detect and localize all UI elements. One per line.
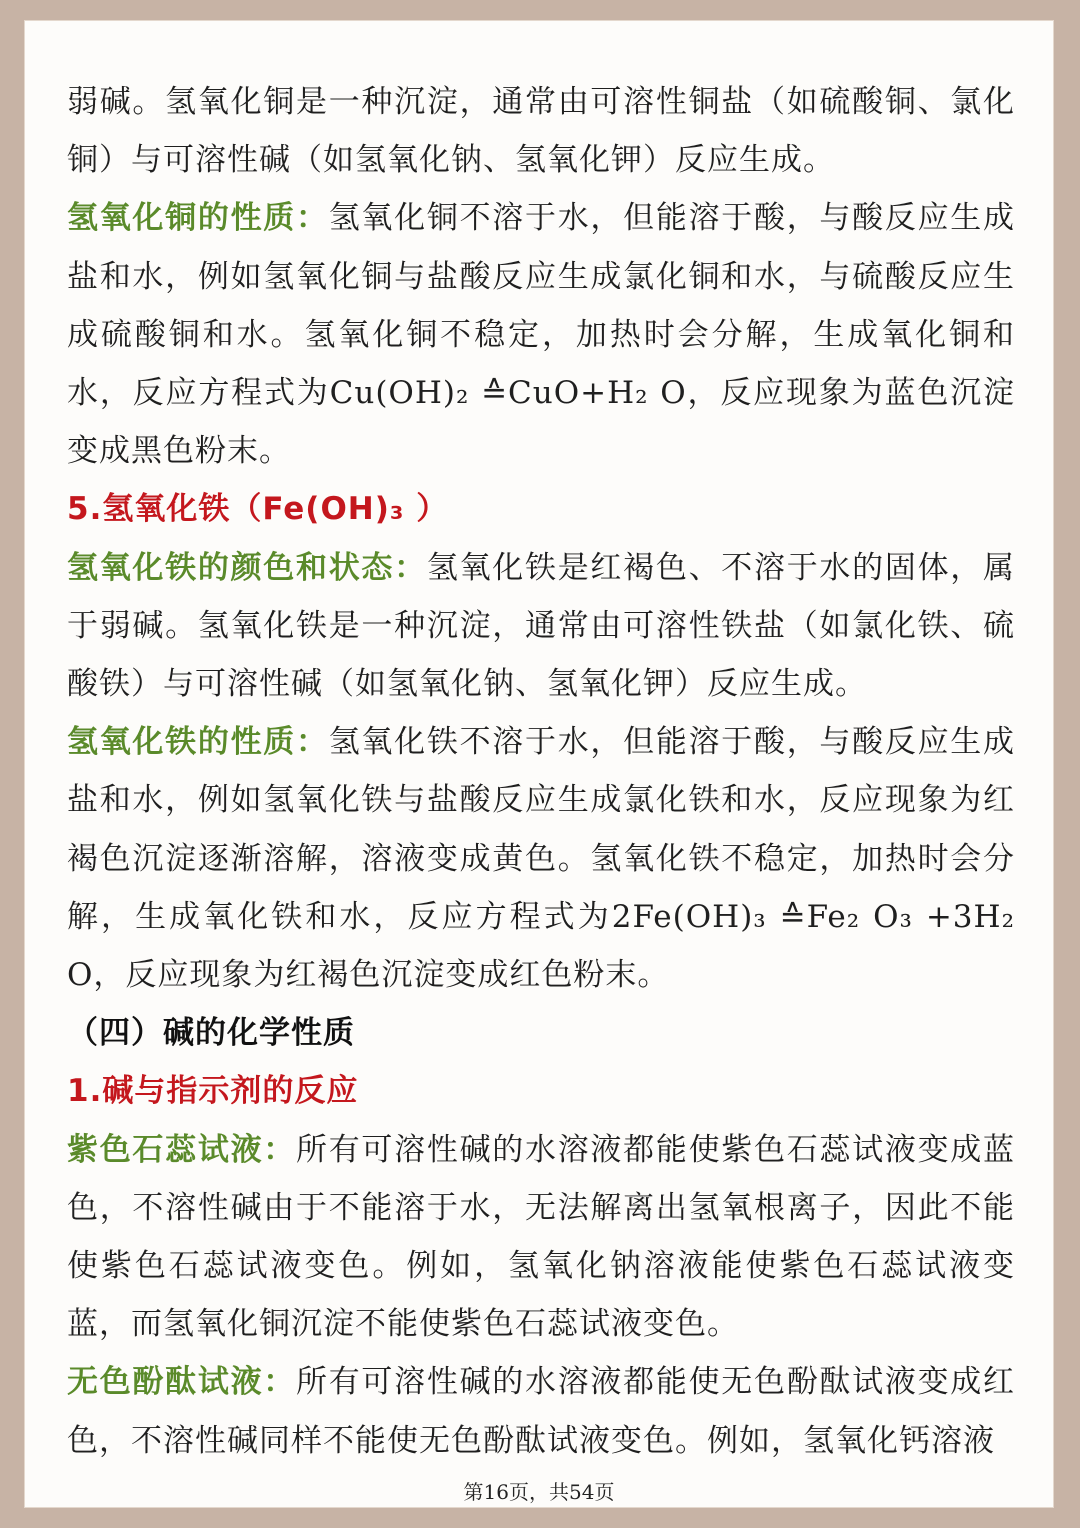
document-page (24, 20, 1054, 1508)
paragraph-7-text: 所有可溶性碱的水溶液都能使紫色石蕊试液变成蓝色，不溶性碱由于不能溶于水，无法解离出氢氧根离子，因此不能使紫色石蕊试液变色。例如，氢氧化钠溶液能使紫色石蕊试液变蓝，而氢氧化铜沉淀不能使紫色石蕊试液变色。 (67, 1131, 1015, 1343)
paragraph-1-text: 氢氧化铜不溶于水，但能溶于酸，与酸反应生成盐和水，例如氢氧化铜与盐酸反应生成氯化铜和水，与硫酸反应生成硫酸铜和水。氢氧化铜不稳定，加热时会分解，生成氧化铜和水，反应方程式为Cu(OH)₂ ≙CuO+H₂ O，反应现象为蓝色沉淀变成黑色粉末。 (67, 200, 1016, 470)
section-heading-iron-hydroxide: 5.氢氧化铁（Fe(OH)₃ ） (67, 491, 449, 528)
paragraph-3-label: 氢氧化铁的颜色和状态： (67, 549, 427, 586)
paragraph-5 (67, 1004, 1015, 1062)
paragraph-3-text: 氢氧化铁是红褐色、不溶于水的固体，属于弱碱。氢氧化铁是一种沉淀，通常由可溶性铁盐（如氯化铁、硫酸铁）与可溶性碱（如氢氧化钠、氢氧化钾）反应生成。 (67, 549, 1016, 703)
page-number-footer: 第16页，共54页 (463, 1480, 615, 1504)
paragraph-1-label: 氢氧化铜的性质： (67, 200, 329, 237)
paragraph-8-label: 无色酚酞试液： (67, 1364, 296, 1401)
paragraph-0 (67, 73, 1015, 189)
document-body (67, 73, 1015, 1470)
paragraph-3 (67, 539, 1015, 714)
paragraph-1 (67, 189, 1015, 480)
paragraph-4-text: 氢氧化铁不溶于水，但能溶于酸，与酸反应生成盐和水，例如氢氧化铁与盐酸反应生成氯化铁和水，反应现象为红褐色沉淀逐渐溶解，溶液变成黄色。氢氧化铁不稳定，加热时会分解，生成氧化铁和水，反应方程式为2Fe(OH)₃ ≙Fe₂ O₃ +3H₂ O，反应现象为红褐色沉淀变成红色粉末。 (67, 724, 1016, 994)
paragraph-2 (67, 480, 1015, 538)
section-heading-indicator-reaction: 1.碱与指示剂的反应 (67, 1073, 359, 1110)
paragraph-8-text: 所有可溶性碱的水溶液都能使无色酚酞试液变成红色，不溶性碱同样不能使无色酚酞试液变色。例如，氢氧化钙溶液 (67, 1364, 1015, 1459)
paragraph-8 (67, 1353, 1015, 1469)
paragraph-7-label: 紫色石蕊试液： (67, 1131, 296, 1168)
section-heading-base-properties: （四）碱的化学性质 (67, 1015, 355, 1052)
paragraph-4 (67, 713, 1015, 1004)
paragraph-4-label: 氢氧化铁的性质： (67, 724, 329, 761)
paragraph-7 (67, 1121, 1015, 1354)
paragraph-6 (67, 1062, 1015, 1120)
paragraph-0-text: 弱碱。氢氧化铜是一种沉淀，通常由可溶性铜盐（如硫酸铜、氯化铜）与可溶性碱（如氢氧化钠、氢氧化钾）反应生成。 (67, 84, 1015, 179)
